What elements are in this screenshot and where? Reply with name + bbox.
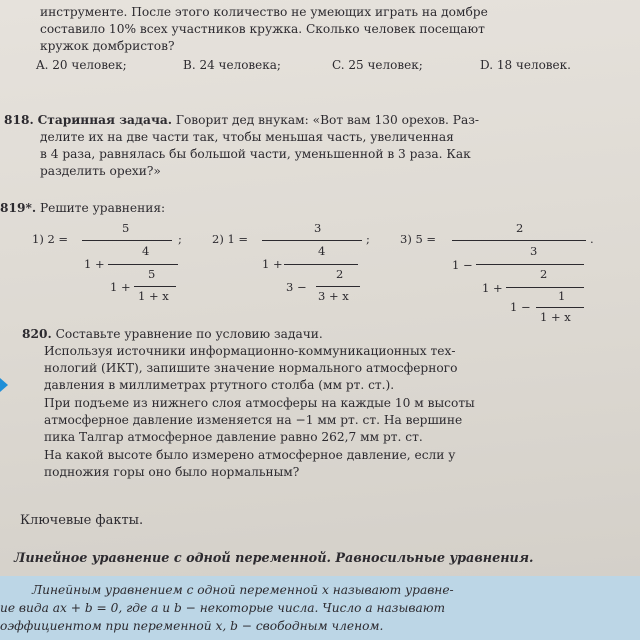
eq3-label: 3) 5 = bbox=[400, 232, 437, 246]
problem-820-number: 820. bbox=[22, 327, 52, 341]
problem-819-heading bbox=[0, 200, 165, 217]
problem-820-line2: Используя источники информационно-коммуникационных тех- bbox=[44, 344, 456, 358]
eq2-denominator-3: 3 + x bbox=[318, 289, 349, 303]
eq3-denominator-lead-3: 1 − bbox=[510, 300, 531, 314]
problem-818-text1: Говорит дед внукам: «Вот вам 130 орехов. Раз- bbox=[175, 113, 480, 127]
eq3-fraction-bar-2 bbox=[476, 264, 584, 265]
problem-818-title: Старинная задача. bbox=[37, 113, 173, 127]
option-b: B. 24 человека; bbox=[183, 58, 281, 72]
eq3-numerator-2: 3 bbox=[530, 244, 538, 258]
option-d: D. 18 человек. bbox=[480, 58, 571, 72]
definition-line2: ие вида ax + b = 0, где a и b − некоторые числа. Число a называют bbox=[0, 601, 446, 615]
eq1-label: 1) 2 = bbox=[32, 232, 69, 246]
eq3-denominator-4: 1 + x bbox=[540, 310, 571, 324]
definition-line1: Линейным уравнением с одной переменной x называют уравне- bbox=[32, 583, 454, 597]
eq2-numerator-1: 3 bbox=[314, 221, 322, 235]
option-c: C. 25 человек; bbox=[332, 58, 423, 72]
eq1-numerator-1: 5 bbox=[122, 221, 130, 235]
problem-820-line4: давления в миллиметрах ртутного столба (мм рт. ст.). bbox=[44, 378, 395, 392]
problem-818-line4: разделить орехи?» bbox=[40, 164, 161, 178]
key-facts-heading: Ключевые факты. bbox=[20, 513, 144, 528]
eq3-fraction-bar-3 bbox=[506, 287, 584, 288]
problem-820-line3: нологий (ИКТ), запишите значение нормального атмосферного bbox=[44, 361, 458, 375]
prev-problem-line1: инструменте. После этого количество не умеющих играть на домбре bbox=[40, 5, 488, 19]
problem-818-line2: делите их на две части так, чтобы меньшая часть, увеличенная bbox=[40, 130, 454, 144]
problem-820-line6: атмосферное давление изменяется на −1 мм рт. ст. На вершине bbox=[44, 413, 463, 427]
eq2-numerator-3: 2 bbox=[336, 267, 344, 281]
eq1-end: ; bbox=[178, 232, 182, 246]
eq3-denominator-lead-1: 1 − bbox=[452, 258, 473, 272]
definition-box bbox=[0, 576, 640, 640]
problem-820-line5: При подъеме из нижнего слоя атмосферы на каждые 10 м высоты bbox=[44, 396, 475, 410]
eq2-denominator-lead-1: 1 + bbox=[262, 257, 283, 271]
key-facts-subheading: Линейное уравнение с одной переменной. Равносильные уравнения. bbox=[14, 551, 534, 566]
problem-820-line7: пика Талгар атмосферное давление равно 262,7 мм рт. ст. bbox=[44, 430, 423, 444]
eq1-denominator-lead-2: 1 + bbox=[110, 280, 131, 294]
eq1-numerator-3: 5 bbox=[148, 267, 156, 281]
eq2-fraction-bar-2 bbox=[284, 264, 358, 265]
eq2-denominator-lead-2: 3 − bbox=[286, 280, 307, 294]
option-a: A. 20 человек; bbox=[36, 58, 127, 72]
problem-820-text1: Составьте уравнение по условию задачи. bbox=[55, 327, 323, 341]
eq1-denominator-lead-1: 1 + bbox=[84, 257, 105, 271]
eq1-fraction-bar-1 bbox=[82, 240, 172, 241]
problem-820-line9: подножия горы оно было нормальным? bbox=[44, 465, 300, 479]
problem-819-title: Решите уравнения: bbox=[39, 201, 166, 215]
eq3-end: . bbox=[590, 232, 594, 246]
eq2-fraction-bar-1 bbox=[262, 240, 362, 241]
eq1-denominator-3: 1 + x bbox=[138, 289, 169, 303]
eq3-fraction-bar-1 bbox=[452, 240, 586, 241]
eq1-numerator-2: 4 bbox=[142, 244, 150, 258]
eq1-fraction-bar-3 bbox=[134, 286, 176, 287]
definition-line3: оэффициентом при переменной x, b − свободным членом. bbox=[0, 619, 384, 633]
problem-820-line1 bbox=[22, 326, 323, 343]
eq2-fraction-bar-3 bbox=[316, 286, 360, 287]
prev-problem-line3: кружок домбристов? bbox=[40, 39, 175, 53]
eq3-fraction-bar-4 bbox=[536, 307, 584, 308]
problem-819-number: 819*. bbox=[0, 201, 37, 215]
problem-818-line3: в 4 раза, равнялась бы большой части, уменьшенной в 3 раза. Как bbox=[40, 147, 471, 161]
eq2-label: 2) 1 = bbox=[212, 232, 249, 246]
eq3-numerator-3: 2 bbox=[540, 267, 548, 281]
problem-820-line8: На какой высоте было измерено атмосферное давление, если у bbox=[44, 448, 456, 462]
eq1-fraction-bar-2 bbox=[108, 264, 178, 265]
eq3-numerator-4: 1 bbox=[558, 289, 566, 303]
problem-818-number: 818. bbox=[4, 113, 34, 127]
eq3-denominator-lead-2: 1 + bbox=[482, 281, 503, 295]
blue-marker-icon bbox=[0, 378, 8, 392]
eq2-numerator-2: 4 bbox=[318, 244, 326, 258]
prev-problem-line2: составило 10% всех участников кружка. Сколько человек посещают bbox=[40, 22, 485, 36]
eq3-numerator-1: 2 bbox=[516, 221, 524, 235]
problem-818-line1 bbox=[4, 112, 479, 129]
eq2-end: ; bbox=[366, 232, 370, 246]
